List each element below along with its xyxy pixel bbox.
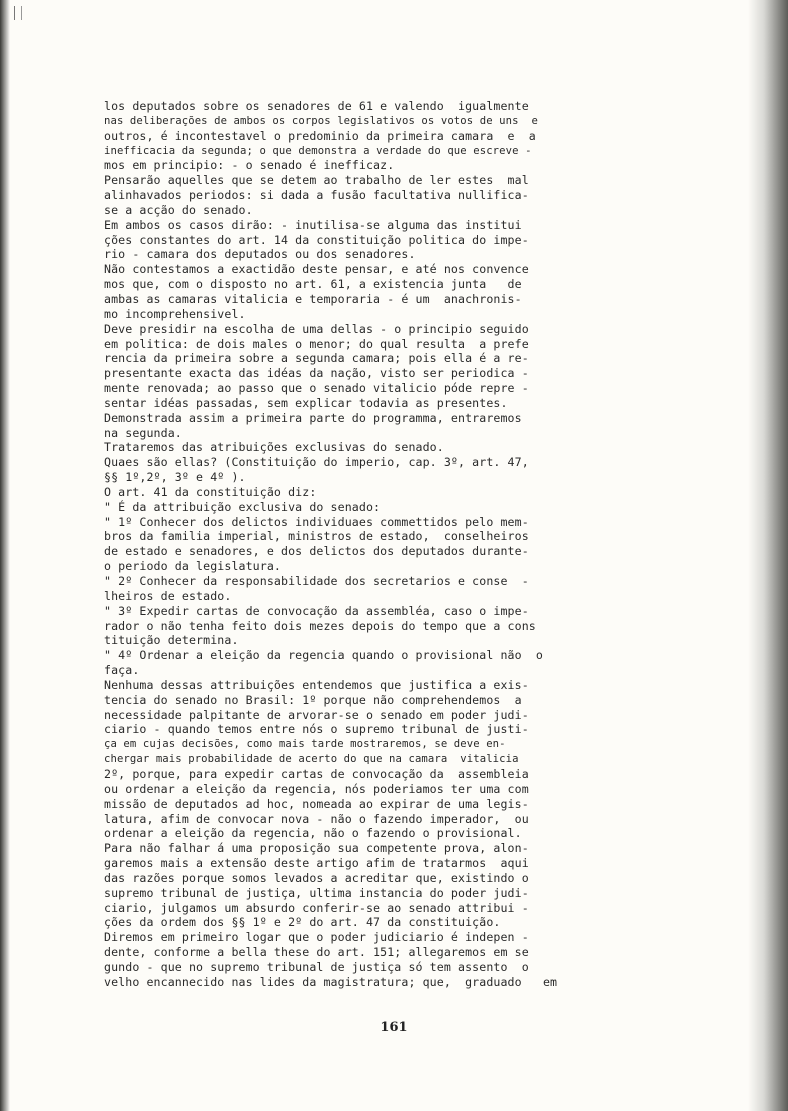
text-line: tencia do senado no Brasil: 1º porque não comprehendemos a [104,692,522,707]
text-line: presentante exacta das idéas da nação, visto ser periodica - [104,366,529,381]
text-line: bros da familia imperial, ministros de estado, conselheiros [104,529,529,544]
text-line: supremo tribunal de justiça, ultima instancia do poder judi- [104,885,529,900]
text-line: rador o não tenha feito dois mezes depois do tempo que a cons [104,618,536,633]
text-line: " É da attribuição exclusiva do senado: [104,499,381,514]
text-line: Pensarão aquelles que se detem ao trabalho de ler estes mal [104,173,529,188]
text-line: " 1º Conhecer dos delictos individuaes commettidos pelo mem- [104,514,529,529]
text-line: 2º, porque, para expedir cartas de convocação da assembleia [104,766,529,781]
scan-shadow-left [0,0,10,1111]
text-line: mos em principio: - o senado é inefficaz. [104,158,395,173]
text-line: ções da ordem dos §§ 1º e 2º do art. 47 da constituição. [104,915,501,930]
text-line: Para não falhar á uma proposição sua competente prova, alon- [104,841,529,856]
text-line: velho encannecido nas lides da magistratura; que, graduado em [104,974,558,989]
text-line: " 4º Ordenar a eleição da regencia quando o provisional não o [104,648,543,663]
text-line: latura, afim de convocar nova - não o fazendo imperador, ou [104,811,529,826]
text-line: rio - camara dos deputados ou dos senadores. [104,247,416,262]
text-line: Não contestamos a exactidão deste pensar, e até nos convence [104,262,529,277]
text-line: Em ambos os casos dirão: - inutilisa-se alguma das institui [104,217,522,232]
page-body-text [104,99,634,990]
text-line: ambas as camaras vitalicia e temporaria - é um anachronis- [104,291,522,306]
text-line: se a acção do senado. [104,202,253,217]
text-line: gundo - que no supremo tribunal de justiça só tem assento o [104,959,529,974]
text-line: mo incomprehensivel. [104,306,246,321]
text-line: inefficacia da segunda; o que demonstra a verdade do que escreve - [104,144,532,157]
binding-mark [14,6,22,20]
text-line: Nenhuma dessas attribuições entendemos que justifica a exis- [104,677,529,692]
text-line: tituição determina. [104,633,239,648]
text-line: Demonstrada assim a primeira parte do programma, entraremos [104,410,522,425]
text-line: ou ordenar a eleição da regencia, nós poderiamos ter uma com [104,781,529,796]
text-line: faça. [104,663,140,678]
text-line: missão de deputados ad hoc, nomeada ao expirar de uma legis- [104,796,529,811]
text-line: mos que, com o disposto no art. 61, a existencia junta de [104,277,522,292]
text-line: ordenar a eleição da regencia, não o fazendo o provisional. [104,826,522,841]
text-line: necessidade palpitante de arvorar-se o senado em poder judi- [104,707,529,722]
text-line: lheiros de estado. [104,588,232,603]
text-line: " 2º Conhecer da responsabilidade dos secretarios e conse - [104,574,529,588]
text-line: Diremos em primeiro logar que o poder judiciario é indepen - [104,930,529,945]
text-line: mente renovada; ao passo que o senado vitalicio póde repre - [104,381,529,396]
text-line: O art. 41 da constituição diz: [104,484,317,499]
text-line: §§ 1º,2º, 3º e 4º ). [104,470,246,485]
text-line: ciario - quando temos entre nós o supremo tribunal de justi- [104,722,529,737]
text-line: ciario, julgamos um absurdo conferir-se ao senado attribui - [104,900,529,915]
page-number: 161 [380,1020,408,1035]
text-line: " 3º Expedir cartas de convocação da assembléa, caso o impe- [104,603,529,618]
text-line: alinhavados periodos: si dada a fusão facultativa nullifica- [104,188,529,203]
text-line: outros, é incontestavel o predominio da primeira camara e a [104,128,536,143]
text-line: los deputados sobre os senadores de 61 e valendo igualmente [104,99,529,113]
text-line: nas deliberações de ambos os corpos legislativos os votos de uns e [104,114,539,127]
text-line: dente, conforme a bella these do art. 151; allegaremos em se [104,945,529,960]
text-line: das razões porque somos levados a acreditar que, existindo o [104,870,529,885]
text-line: em politica: de dois males o menor; do qual resulta a prefe [104,336,529,351]
text-line: o periodo da legislatura. [104,559,282,574]
text-line: na segunda. [104,425,182,440]
text-line: Quaes são ellas? (Constituição do imperio, cap. 3º, art. 47, [104,455,529,470]
scan-shadow-right [748,0,788,1111]
text-line: de estado e senadores, e dos delictos dos deputados durante- [104,544,529,559]
text-line: ções constantes do art. 14 da constituição politica do impe- [104,232,529,247]
text-line: Deve presidir na escolha de uma dellas - o principio seguido [104,321,529,336]
text-line: rencia da primeira sobre a segunda camara; pois ella é a re- [104,351,529,366]
text-line: sentar idéas passadas, sem explicar todavia as presentes. [104,395,508,410]
text-line: garemos mais a extensão deste artigo afim de tratarmos aqui [104,856,529,871]
text-line: ça em cujas decisões, como mais tarde mostraremos, se deve en- [104,738,506,751]
text-line: chergar mais probabilidade de acerto do que na camara vitalicia [104,753,519,766]
text-line: Trataremos das atribuições exclusivas do senado. [104,440,444,455]
